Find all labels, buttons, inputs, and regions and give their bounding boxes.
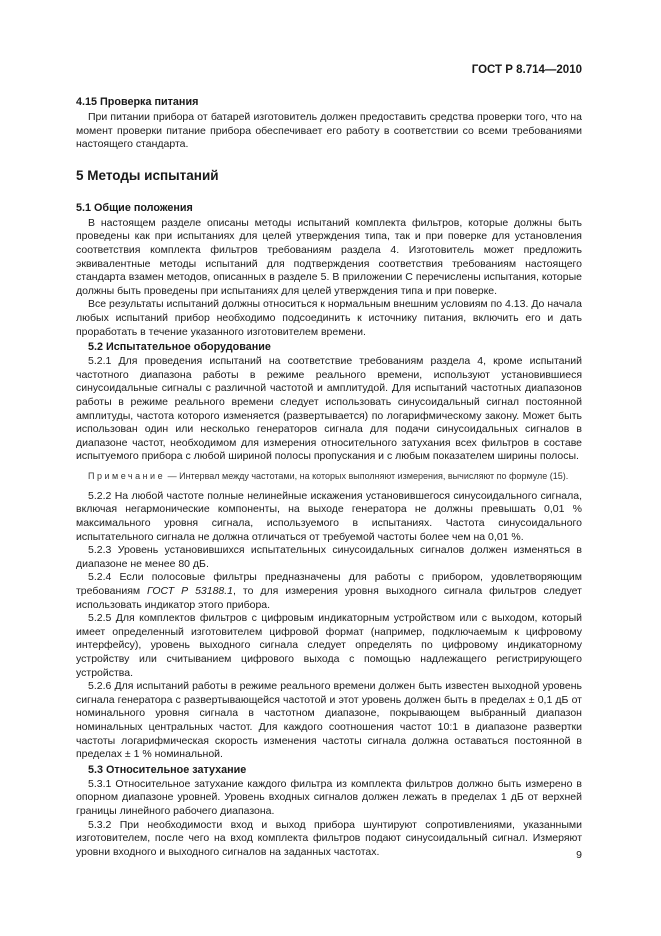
paragraph-5-3-2: 5.3.2 При необходимости вход и выход прибора шунтируют сопротивлениями, указанными изготовителем, после чего на вход комплекта фильтров подают синусоидальный сигнал. Измеряют уровни входного и выходного сигналов на заданных частотах.	[76, 818, 582, 858]
heading-5-3: 5.3 Относительное затухание	[88, 763, 247, 776]
page-number: 9	[576, 849, 582, 861]
heading-section-5: 5 Методы испытаний	[76, 167, 219, 183]
heading-5-2: 5.2 Испытательное оборудование	[88, 341, 271, 354]
paragraph-5-2-2: 5.2.2 На любой частоте полные нелинейные искажения установившегося синусоидального сигнала, включая негармонические компоненты, на выходе генератора не должны превышать 0,01 % максимального уровня сигнала, используемого в испытаниях. Частота синусоидального испытательного сигнала не должна отличаться от требуемой частоты более чем на 0,01 %.	[76, 489, 582, 543]
text: 5.2.4 Если полосовые фильтры предназначены для работы с прибором, удовлетворяющим требованиям	[76, 571, 582, 598]
paragraph: Все результаты испытаний должны относиться к нормальным внешним условиям по 4.13. До начала любых испытаний прибор необходимо подсоединить к источнику питания, включить его и дать проработать в течение указанного изготовителем времени.	[76, 298, 582, 338]
page-body	[76, 95, 582, 859]
paragraph: При питании прибора от батарей изготовитель должен предоставить средства проверки того, что на момент проверки питание прибора обеспечивает его работу в соответствии со всеми требованиями настоящего стандарта.	[76, 111, 582, 151]
paragraph-5-2-5: 5.2.5 Для комплектов фильтров с цифровым индикаторным устройством или с выходом, который имеет определенный изготовителем цифровой формат (например, подключаемым к цифровому интерфейсу), уровень выходного сигнала следует определять по цифровому индикаторному устройству или считыванием цифрового выхода с помощью надлежащего регистрирующего устройства.	[76, 612, 582, 679]
note	[76, 470, 582, 483]
text: , то для измерения уровня выходного сигнала фильтров следует использовать индикатор этого прибора.	[76, 585, 582, 611]
standard-reference: ГОСТ Р 53188.1	[147, 585, 234, 598]
paragraph-5-2-4	[76, 571, 582, 612]
paragraph-5-2-3: 5.2.3 Уровень установившихся испытательных синусоидальных сигналов должен изменяться в диапазоне не менее 80 дБ.	[76, 544, 582, 570]
heading-4-15: 4.15 Проверка питания	[76, 96, 199, 108]
heading-5-1: 5.1 Общие положения	[76, 201, 193, 214]
note-text: — Интервал между частотами, на которых выполняют измерения, вычисляют по формуле (15).	[165, 470, 569, 481]
paragraph-5-2-6: 5.2.6 Для испытаний работы в режиме реального времени должен быть известен выходной уровень сигнала генератора с развертывающейся частотой и этот уровень должен быть в пределах ± 0,1 дБ от номинального уровня сигнала в частотном диапазоне, покрывающем выбранный диапазон номинальных центральных частот. Для каждого соотношения частот 10:1 в диапазоне развертки частоты логарифмическая скорость изменения частоты сигнала должна оставаться постоянной в пределах ± 1 % номинальной.	[76, 680, 582, 761]
paragraph-5-2-1: 5.2.1 Для проведения испытаний на соответствие требованиям раздела 4, кроме испытаний частотного диапазона работы в режиме реального времени, используют установившиеся синусоидальные сигналы с различной частотой и амплитудой. Для испытаний частотных диапазонов работы в режиме реального времени следует использовать синусоидальный сигнал постоянной амплитуды, частота которого изменяется (развертывается) по логарифмическому закону. Может быть использован один или несколько генераторов сигнала для подачи синусоидальных сигналов в диапазоне частот, необходимом для измерения относительного затухания всех фильтров в составе испытуемого прибора с любой шириной полосы пропускания и с любым показателем ширины полосы.	[76, 355, 582, 463]
note-label: Примечание	[88, 470, 166, 481]
paragraph-5-3-1: 5.3.1 Относительное затухание каждого фильтра из комплекта фильтров должно быть измерено в опорном диапазоне уровней. Уровень входных сигналов должен лежать в пределах 1 дБ от верхней границы линейного рабочего диапазона.	[76, 777, 582, 817]
document-header: ГОСТ Р 8.714—2010	[471, 64, 582, 76]
paragraph: В настоящем разделе описаны методы испытаний комплекта фильтров, которые должны быть проведены как при испытаниях для целей утверждения типа, так и при поверке для установления соответствия комплекта фильтров требованиям раздела 4. Изготовитель может предложить эквивалентные методы испытаний для подтверждения соответствия требованиям настоящего стандарта взамен методов, описанных в разделе 5. В приложении С перечислены испытания, которые должны быть проведены при испытаниях для целей утверждения типа и при поверке.	[76, 216, 582, 297]
